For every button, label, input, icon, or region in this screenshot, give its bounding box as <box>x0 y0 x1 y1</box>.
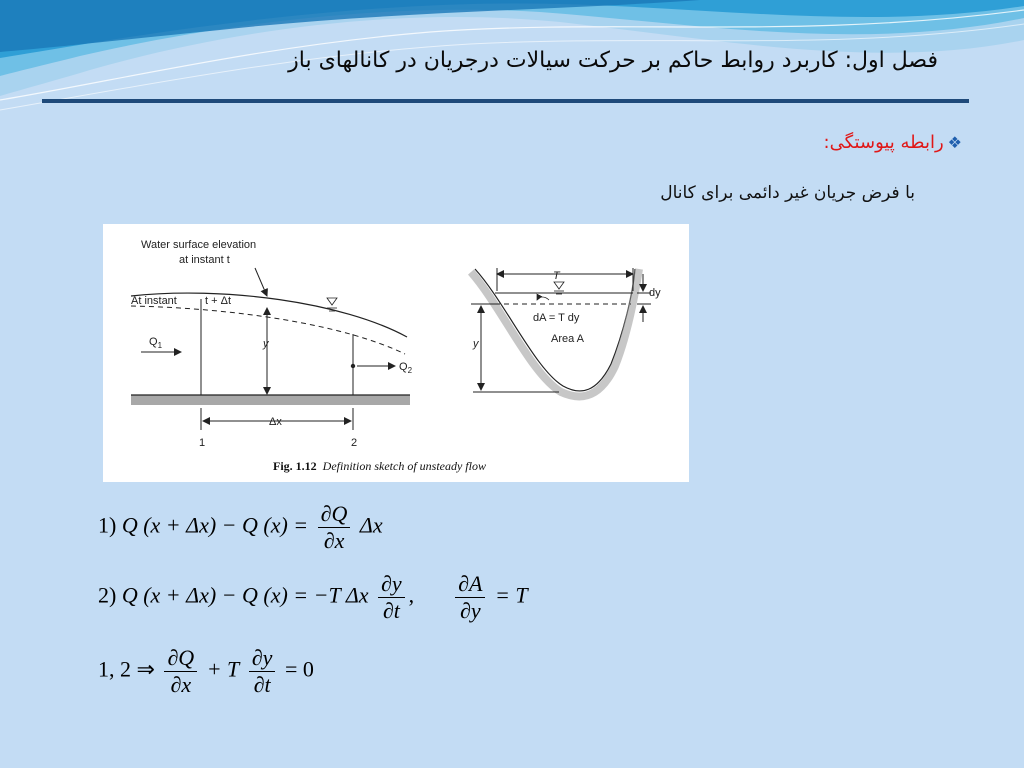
label-depth-y: y <box>263 338 269 350</box>
bullet-heading <box>824 132 962 153</box>
equation-2: 2) Q (x + Δx) − Q (x) = −T Δx $\frac{\partial y}{\partial t}$ , $\frac{\partial A}{\partial y}$ = T <box>98 571 528 623</box>
fraction-dq-dx-final: $\frac{\partial Q}{\partial x}$ <box>164 645 197 698</box>
equation-1: 1) Q (x + Δx) − Q (x) = $\frac{\partial Q}{\partial x}$ Δx <box>98 501 383 553</box>
label-top-width: T <box>553 270 560 282</box>
unsteady-flow-figure <box>103 224 689 482</box>
figure-drawing <box>103 224 689 482</box>
label-q1: $Q_1$ <box>149 336 163 350</box>
label-at-instant-t: at instant t <box>179 254 230 266</box>
figure-caption: Fig. 1.12 Definition sketch of unsteady flow <box>273 459 486 473</box>
bullet-heading-text: رابطه پیوستگی: <box>823 132 944 153</box>
slide-title: فصل اول: کاربرد روابط حاکم بر حرکت سیالات درجریان در کانالهای باز <box>288 48 938 73</box>
label-dA: dA = T dy <box>533 312 580 324</box>
label-water-surface: Water surface elevation <box>141 239 257 251</box>
fraction-da-dy: $\frac{\partial A}{\partial y}$ <box>455 571 485 624</box>
label-q2: $Q_2$ <box>399 361 413 375</box>
label-dy: dy <box>649 287 661 299</box>
title-divider <box>42 99 969 103</box>
label-delta-x: Δx <box>269 416 282 428</box>
bullet-subtext: با فرض جریان غیر دائمی برای کانال <box>660 183 915 203</box>
equation-3: 1, 2 ⇒ $\frac{\partial Q}{\partial x}$ + T $\frac{\partial y}{\partial t}$ = 0 <box>98 645 314 697</box>
label-section-2: 2 <box>351 437 358 449</box>
label-depth-y-section: y <box>473 338 479 350</box>
label-at-instant: At instant <box>131 295 177 307</box>
fraction-dy-dt-final: $\frac{\partial y}{\partial t}$ <box>249 645 276 698</box>
label-section-1: 1 <box>199 437 206 449</box>
fraction-dy-dt: $\frac{\partial y}{\partial t}$ <box>378 571 405 624</box>
diamond-bullet-icon: ❖ <box>947 133 962 152</box>
fraction-dq-dx: $\frac{\partial Q}{\partial x}$ <box>318 501 351 554</box>
label-t-plus-dt: t + Δt <box>205 295 231 307</box>
label-area-a: Area A <box>551 333 585 345</box>
